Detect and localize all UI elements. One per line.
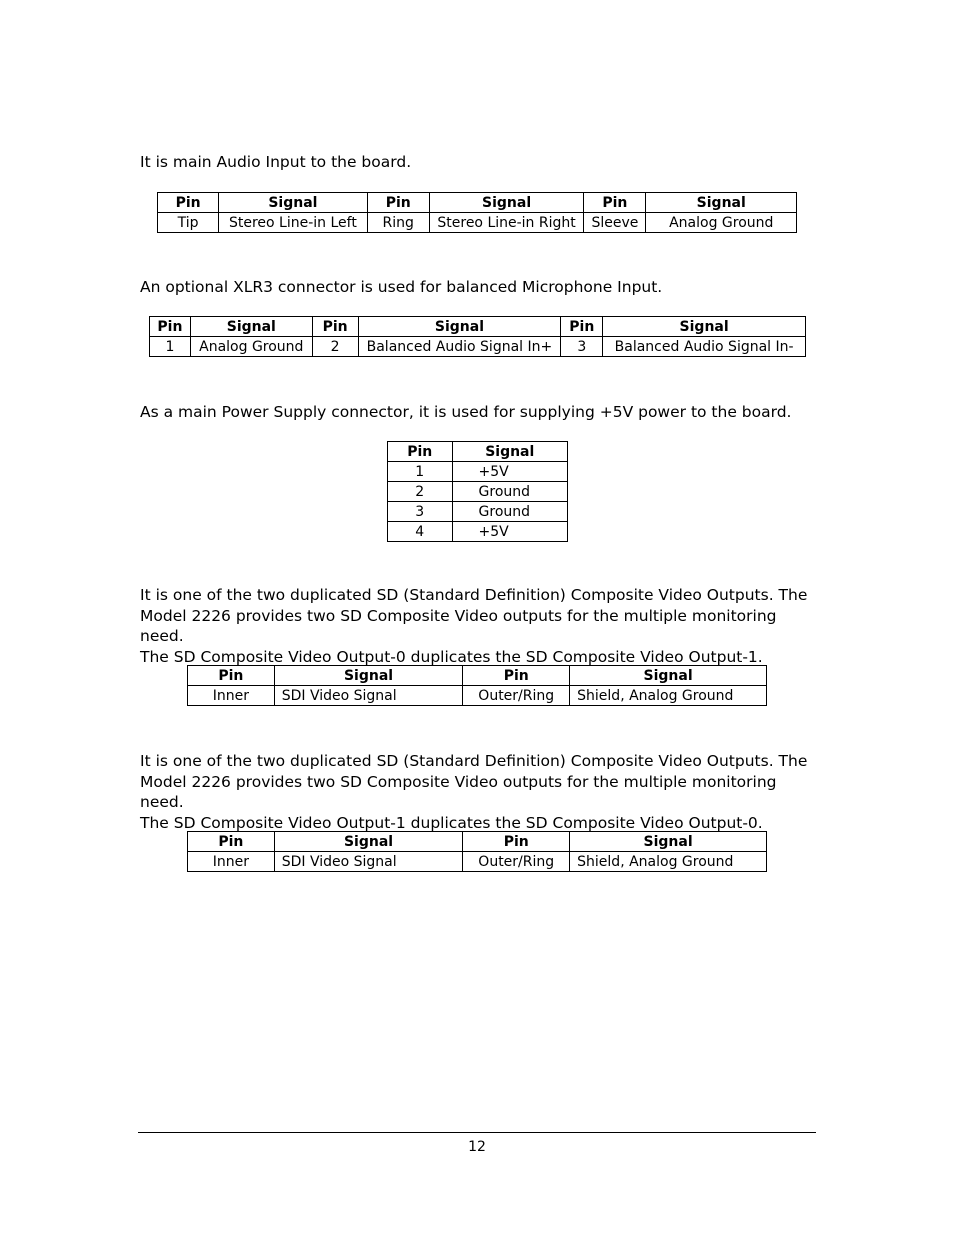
footer-divider <box>138 1132 816 1133</box>
table-cell: Analog Ground <box>190 337 312 357</box>
table-cell: 3 <box>561 337 603 357</box>
table-row <box>388 462 568 482</box>
video-output-0-pin-table <box>187 665 767 706</box>
column-header: Signal <box>603 317 806 337</box>
table-cell: Ground <box>452 502 567 522</box>
table-cell: Ring <box>367 213 429 233</box>
table-cell: Shield, Analog Ground <box>570 686 767 706</box>
power-supply-description: As a main Power Supply connector, it is used for supplying +5V power to the board. <box>140 403 792 421</box>
audio-input-description: It is main Audio Input to the board. <box>140 153 412 171</box>
column-header: Pin <box>388 442 453 462</box>
table-cell: Balanced Audio Signal In+ <box>358 337 561 357</box>
audio-input-pin-table <box>157 192 797 233</box>
column-header: Signal <box>452 442 567 462</box>
column-header: Signal <box>646 193 797 213</box>
column-header: Signal <box>219 193 367 213</box>
page-number: 12 <box>468 1139 486 1155</box>
table-row <box>388 522 568 542</box>
table-cell: Ground <box>452 482 567 502</box>
column-header: Signal <box>570 666 767 686</box>
text-line: Model 2226 provides two SD Composite Video outputs for the multiple monitoring need. <box>140 772 777 811</box>
table-cell: Inner <box>188 852 275 872</box>
table-header-row <box>158 193 797 213</box>
table-header-row <box>150 317 806 337</box>
video-output-1-pin-table <box>187 831 767 872</box>
table-cell: Analog Ground <box>646 213 797 233</box>
table-cell: 3 <box>388 502 453 522</box>
power-supply-pin-table <box>387 441 568 542</box>
table-cell: Stereo Line-in Left <box>219 213 367 233</box>
table-cell: Balanced Audio Signal In- <box>603 337 806 357</box>
video-output-1-description <box>140 751 820 833</box>
table-cell: +5V <box>452 522 567 542</box>
table-cell: 2 <box>312 337 358 357</box>
table-cell: Inner <box>188 686 275 706</box>
table-cell: +5V <box>452 462 567 482</box>
table-row <box>388 502 568 522</box>
column-header: Pin <box>561 317 603 337</box>
column-header: Signal <box>274 832 463 852</box>
table-header-row <box>188 832 767 852</box>
table-row <box>188 852 767 872</box>
text-line: It is one of the two duplicated SD (Standard Definition) Composite Video Outputs. The <box>140 752 808 770</box>
table-cell: Shield, Analog Ground <box>570 852 767 872</box>
column-header: Pin <box>150 317 191 337</box>
table-header-row <box>388 442 568 462</box>
table-row <box>388 482 568 502</box>
table-cell: 2 <box>388 482 453 502</box>
text-line: It is one of the two duplicated SD (Standard Definition) Composite Video Outputs. The <box>140 586 808 604</box>
table-row <box>188 686 767 706</box>
video-output-0-description <box>140 585 820 667</box>
column-header: Pin <box>463 832 570 852</box>
table-cell: Stereo Line-in Right <box>429 213 583 233</box>
xlr3-description: An optional XLR3 connector is used for balanced Microphone Input. <box>140 278 663 296</box>
column-header: Pin <box>463 666 570 686</box>
column-header: Signal <box>274 666 463 686</box>
text-line: Model 2226 provides two SD Composite Video outputs for the multiple monitoring need. <box>140 606 777 645</box>
table-row <box>158 213 797 233</box>
table-cell: Outer/Ring <box>463 686 570 706</box>
table-cell: 1 <box>388 462 453 482</box>
column-header: Signal <box>190 317 312 337</box>
table-cell: Tip <box>158 213 219 233</box>
column-header: Pin <box>158 193 219 213</box>
column-header: Signal <box>358 317 561 337</box>
column-header: Pin <box>188 832 275 852</box>
column-header: Pin <box>188 666 275 686</box>
column-header: Signal <box>570 832 767 852</box>
table-row <box>150 337 806 357</box>
table-cell: SDI Video Signal <box>274 686 463 706</box>
table-cell: 4 <box>388 522 453 542</box>
xlr3-pin-table <box>149 316 806 357</box>
text-line: The SD Composite Video Output-1 duplicates the SD Composite Video Output-0. <box>140 813 763 832</box>
column-header: Pin <box>584 193 646 213</box>
table-header-row <box>188 666 767 686</box>
column-header: Pin <box>312 317 358 337</box>
table-cell: Outer/Ring <box>463 852 570 872</box>
table-cell: Sleeve <box>584 213 646 233</box>
text-line: The SD Composite Video Output-0 duplicates the SD Composite Video Output-1. <box>140 647 763 666</box>
table-cell: SDI Video Signal <box>274 852 463 872</box>
table-cell: 1 <box>150 337 191 357</box>
column-header: Pin <box>367 193 429 213</box>
column-header: Signal <box>429 193 583 213</box>
